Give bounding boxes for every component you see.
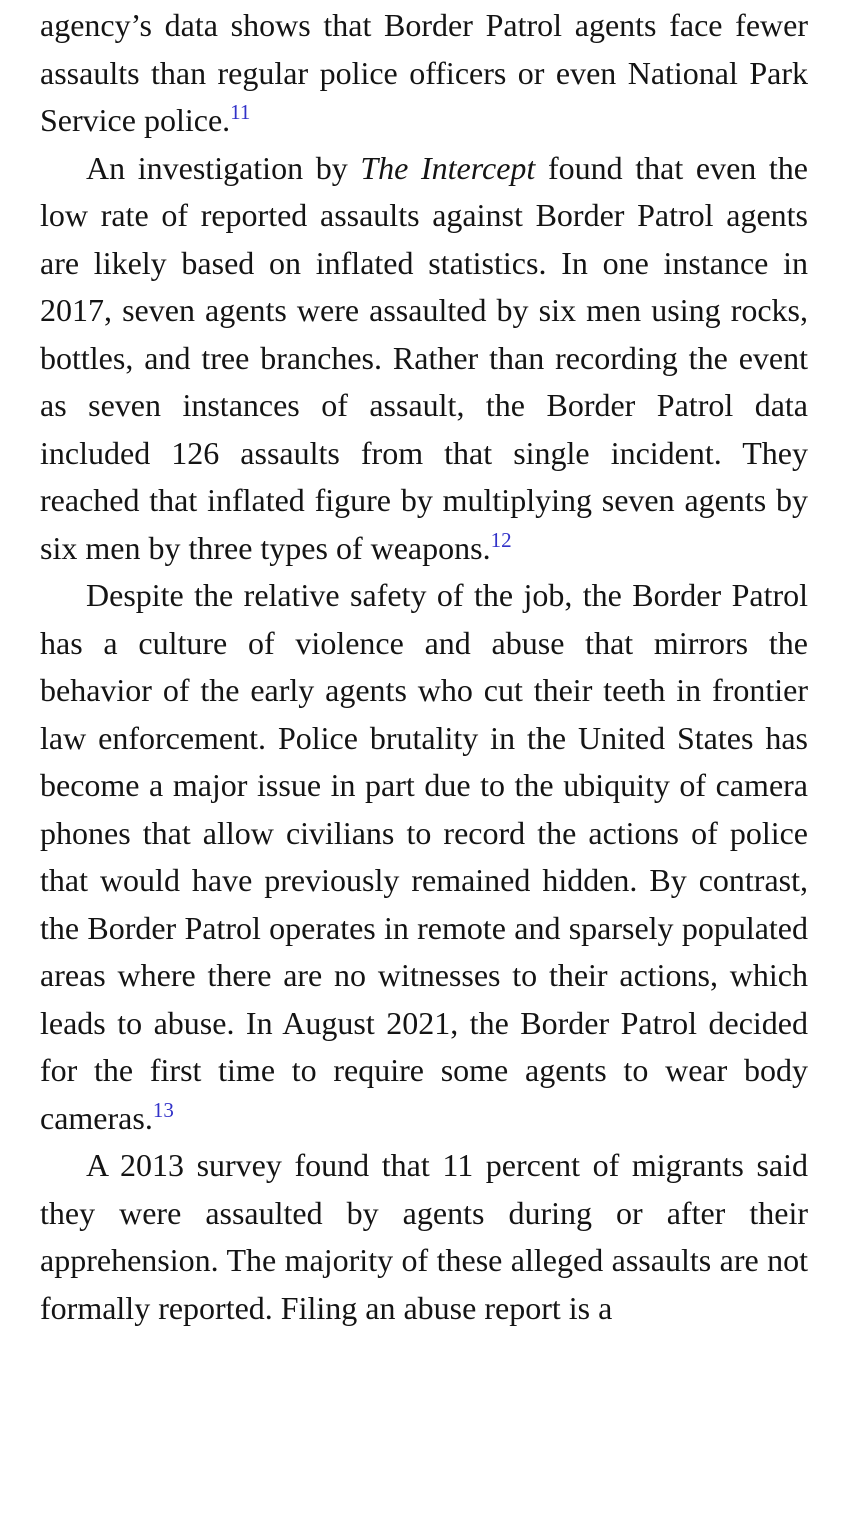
footnote-ref-11[interactable]: 11 xyxy=(230,100,251,125)
text-run: A 2013 survey found that 11 percent of migrants said they were assaulted by agents during or after their apprehension. The majority of these alleged assaults are not formally reported. Filing an abuse report is a xyxy=(40,1147,808,1326)
italic-text: The Intercept xyxy=(360,149,536,186)
page-text xyxy=(40,2,808,1332)
text-run: Despite the relative safety of the job, the Border Patrol has a culture of violence and abuse that mirrors the behavior of the early agents who cut their teeth in frontier law enforcement. Police brutality in the United States has become a major issue in part due to the ubiquity of camera phones that allow civilians to record the actions of police that would have previously remained hidden. By contrast, the Border Patrol operates in remote and sparsely populated areas where there are no witnesses to their actions, which leads to abuse. In August 2021, the Border Patrol decided for the first time to require some agents to wear body cameras. xyxy=(40,577,808,1136)
paragraph-4 xyxy=(40,1142,808,1332)
footnote-ref-12[interactable]: 12 xyxy=(490,527,512,552)
text-run: found that even the low rate of reported assaults against Border Patrol agents are likely based on inflated statistics. In one instance in 2017, seven agents were assaulted by six men using rocks, bottles, and tree branches. Rather than recording the event as seven instances of assault, the Border Patrol data included 126 assaults from that single incident. They reached that inflated figure by multiplying seven agents by six men by three types of weapons. xyxy=(40,149,808,566)
text-run: An investigation by xyxy=(86,149,361,186)
paragraph-2 xyxy=(40,145,808,573)
paragraph-3 xyxy=(40,572,808,1142)
text-run: agency’s data shows that Border Patrol agents face fewer assaults than regular police officers or even National Park Service police. xyxy=(40,7,808,138)
paragraph-1 xyxy=(40,2,808,145)
footnote-ref-13[interactable]: 13 xyxy=(152,1097,174,1122)
